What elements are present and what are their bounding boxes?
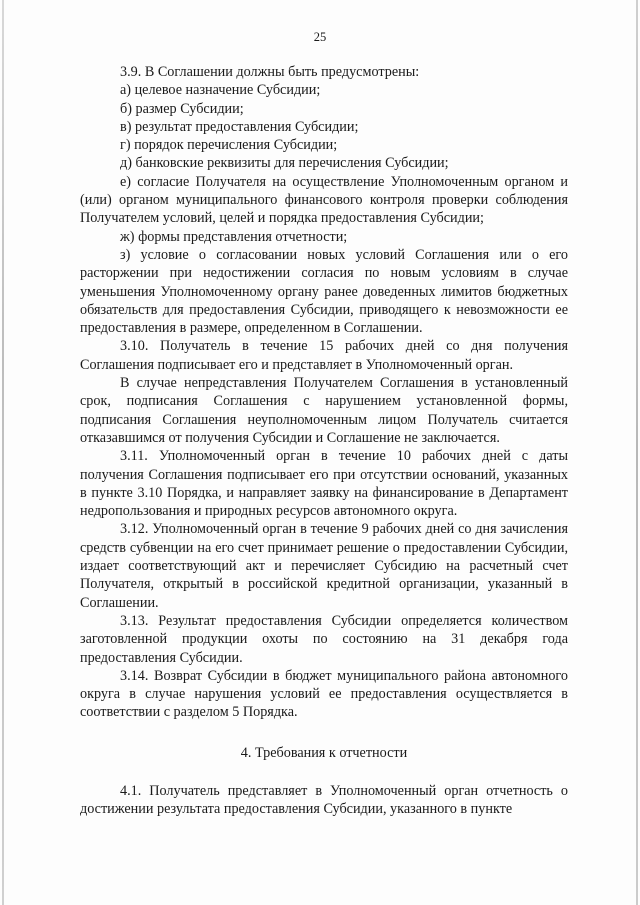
paragraph-3-9: 3.9. В Соглашении должны быть предусмотрены: — [120, 64, 420, 80]
paragraph-3-12: 3.12. Уполномоченный орган в течение 9 рабочих дней со дня зачисления средств субвенции на его счет принимает решение о предоставлении Субсидии, издает соответствующий акт и перечисляет Субсидию на расчетный счет Получателя, открытый в российской кредитной организации, указанный в Соглашении. — [80, 521, 568, 611]
document-body — [80, 63, 568, 819]
list-item-v: в) результат предоставления Субсидии; — [120, 118, 359, 135]
list-item-e: е) согласие Получателя на осуществление Уполномоченным органом и (или) органом муниципального финансового контроля проверки соблюдения Получателем условий, целей и порядка предоставления Субсидии; — [80, 173, 568, 227]
paragraph-4-1: 4.1. Получатель представляет в Уполномоченный орган отчетность о достижении результата предоставления Субсидии, указанного в пункте — [80, 782, 568, 818]
scan-left-edge — [2, 0, 4, 905]
list-item-z: з) условие о согласовании новых условий Соглашения или о его расторжении при недостижении согласия по новым условиям в случае уменьшения Уполномоченному органу ранее доведенных лимитов бюджетных обязательств для предоставления Субсидии, приводящего к невозможности ее предоставления в размере, определенном в Соглашении. — [80, 246, 568, 337]
list-item-a: а) целевое назначение Субсидии; — [120, 82, 321, 99]
paragraph-3-13: 3.13. Результат предоставления Субсидии определяется количеством заготовленной продукции охоты по состоянию на 31 декабря года предоставления Субсидии. — [80, 612, 568, 666]
paragraph-3-11: 3.11. Уполномоченный орган в течение 10 рабочих дней с даты получения Соглашения подписывает его при отсутствии оснований, указанных в пункте 3.10 Порядка, и направляет заявку на финансирование в Департамент недропользования и природных ресурсов автономного округа. — [80, 448, 568, 520]
section-heading: 4. Требования к отчетности — [240, 744, 408, 761]
list-item-zh: ж) формы представления отчетности; — [120, 228, 348, 245]
page-number: 25 — [313, 30, 327, 44]
list-item-g: г) порядок перечисления Субсидии; — [120, 137, 338, 154]
scan-right-edge — [636, 0, 638, 905]
paragraph-3-14: 3.14. Возврат Субсидии в бюджет муниципального района автономного округа в случае нарушения условий ее предоставления осуществляется в соответствии с разделом 5 Порядка. — [80, 667, 568, 721]
paragraph-3-10: 3.10. Получатель в течение 15 рабочих дней со дня получения Соглашения подписывает его и представляет в Уполномоченный орган. — [80, 338, 568, 373]
list-item-b: б) размер Субсидии; — [120, 100, 244, 117]
list-item-d: д) банковские реквизиты для перечисления Субсидии; — [120, 155, 449, 172]
paragraph-non-submission: В случае непредставления Получателем Соглашения в установленный срок, подписания Соглашения с нарушением установленной формы, подписания Соглашения неуполномоченным лицом Получатель считается отказавшимся от получения Субсидии и Соглашение не заключается. — [80, 375, 568, 446]
